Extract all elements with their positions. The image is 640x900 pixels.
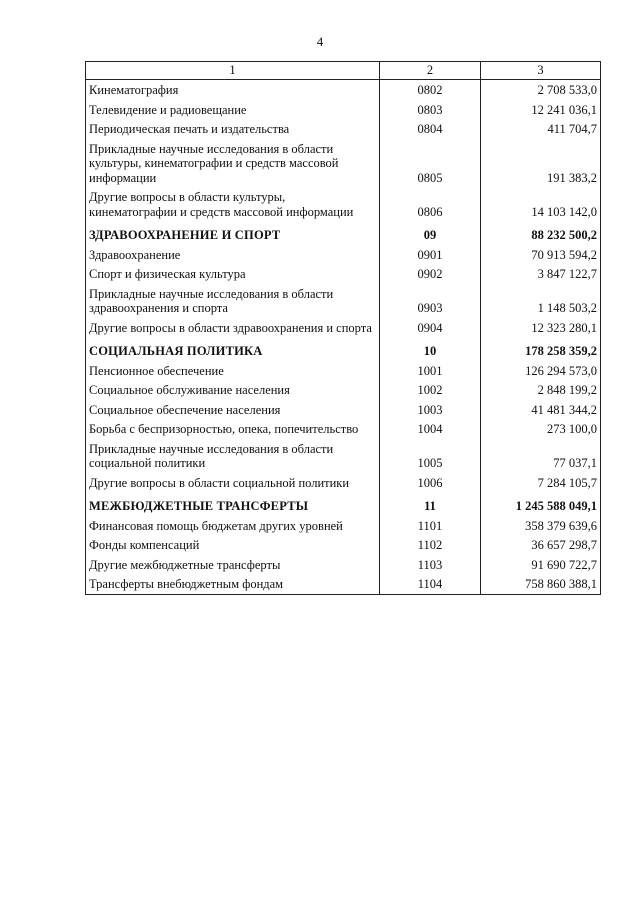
row-name: Прикладные научные исследования в области культуры, кинематографии и средств массовой информации: [86, 139, 380, 188]
section-row: [86, 337, 601, 361]
row-amount: 12 241 036,1: [481, 100, 601, 120]
row-code: 1003: [380, 400, 481, 420]
budget-table: [85, 61, 601, 595]
row-code: 0804: [380, 119, 481, 139]
row-amount: 2 848 199,2: [481, 380, 601, 400]
page-number: 4: [316, 34, 324, 49]
row-name: Социальное обеспечение населения: [86, 400, 380, 420]
row-amount: 758 860 388,1: [481, 574, 601, 594]
row-name: Борьба с беспризорностью, опека, попечительство: [86, 419, 380, 439]
table-row: [86, 516, 601, 536]
table-row: [86, 439, 601, 473]
row-code: 1006: [380, 473, 481, 493]
row-amount: 411 704,7: [481, 119, 601, 139]
table-body: [86, 80, 601, 595]
row-name: Здравоохранение: [86, 245, 380, 265]
row-name: Фонды компенсаций: [86, 535, 380, 555]
row-amount: 88 232 500,2: [481, 221, 601, 245]
row-code: 1004: [380, 419, 481, 439]
row-amount: 70 913 594,2: [481, 245, 601, 265]
row-name: Трансферты внебюджетным фондам: [86, 574, 380, 594]
row-code: 1101: [380, 516, 481, 536]
table-row: [86, 284, 601, 318]
table-row: [86, 264, 601, 284]
row-code: 0806: [380, 187, 481, 221]
row-name: Периодическая печать и издательства: [86, 119, 380, 139]
header-row: [86, 62, 601, 80]
row-name: Спорт и физическая культура: [86, 264, 380, 284]
row-code: 1104: [380, 574, 481, 594]
row-name: СОЦИАЛЬНАЯ ПОЛИТИКА: [86, 337, 380, 361]
row-amount: 7 284 105,7: [481, 473, 601, 493]
row-code: 0904: [380, 318, 481, 338]
row-amount: 36 657 298,7: [481, 535, 601, 555]
table-row: [86, 318, 601, 338]
row-name: Прикладные научные исследования в области социальной политики: [86, 439, 380, 473]
table-row: [86, 119, 601, 139]
row-code: 1102: [380, 535, 481, 555]
table-row: [86, 361, 601, 381]
row-amount: 273 100,0: [481, 419, 601, 439]
row-code: 0901: [380, 245, 481, 265]
section-row: [86, 221, 601, 245]
row-code: 1001: [380, 361, 481, 381]
row-amount: 1 148 503,2: [481, 284, 601, 318]
table-row: [86, 80, 601, 100]
table-row: [86, 380, 601, 400]
row-code: 0903: [380, 284, 481, 318]
row-code: 0803: [380, 100, 481, 120]
row-code: 0902: [380, 264, 481, 284]
table-row: [86, 574, 601, 594]
row-amount: 191 383,2: [481, 139, 601, 188]
column-header-name: 1: [86, 62, 380, 80]
row-name: Прикладные научные исследования в области здравоохранения и спорта: [86, 284, 380, 318]
row-name: Кинематография: [86, 80, 380, 100]
table-row: [86, 400, 601, 420]
row-name: Пенсионное обеспечение: [86, 361, 380, 381]
table-row: [86, 245, 601, 265]
row-name: Другие межбюджетные трансферты: [86, 555, 380, 575]
row-amount: 2 708 533,0: [481, 80, 601, 100]
row-code: 11: [380, 492, 481, 516]
column-header-code: 2: [380, 62, 481, 80]
row-amount: 1 245 588 049,1: [481, 492, 601, 516]
row-name: Телевидение и радиовещание: [86, 100, 380, 120]
row-name: Другие вопросы в области здравоохранения и спорта: [86, 318, 380, 338]
table-row: [86, 473, 601, 493]
row-amount: 14 103 142,0: [481, 187, 601, 221]
row-amount: 77 037,1: [481, 439, 601, 473]
row-name: Финансовая помощь бюджетам других уровней: [86, 516, 380, 536]
row-name: Другие вопросы в области культуры, кинематографии и средств массовой информации: [86, 187, 380, 221]
row-code: 1005: [380, 439, 481, 473]
row-name: ЗДРАВООХРАНЕНИЕ И СПОРТ: [86, 221, 380, 245]
row-code: 1002: [380, 380, 481, 400]
table-row: [86, 187, 601, 221]
row-amount: 3 847 122,7: [481, 264, 601, 284]
row-amount: 126 294 573,0: [481, 361, 601, 381]
row-code: 1103: [380, 555, 481, 575]
table-row: [86, 419, 601, 439]
row-amount: 358 379 639,6: [481, 516, 601, 536]
row-code: 0805: [380, 139, 481, 188]
row-name: МЕЖБЮДЖЕТНЫЕ ТРАНСФЕРТЫ: [86, 492, 380, 516]
row-name: Социальное обслуживание населения: [86, 380, 380, 400]
row-amount: 41 481 344,2: [481, 400, 601, 420]
row-code: 0802: [380, 80, 481, 100]
table-row: [86, 555, 601, 575]
row-amount: 12 323 280,1: [481, 318, 601, 338]
row-amount: 178 258 359,2: [481, 337, 601, 361]
row-amount: 91 690 722,7: [481, 555, 601, 575]
row-code: 09: [380, 221, 481, 245]
table-row: [86, 100, 601, 120]
row-code: 10: [380, 337, 481, 361]
row-name: Другие вопросы в области социальной политики: [86, 473, 380, 493]
table-row: [86, 535, 601, 555]
column-header-amount: 3: [481, 62, 601, 80]
section-row: [86, 492, 601, 516]
table-header: [86, 62, 601, 80]
table-row: [86, 139, 601, 188]
